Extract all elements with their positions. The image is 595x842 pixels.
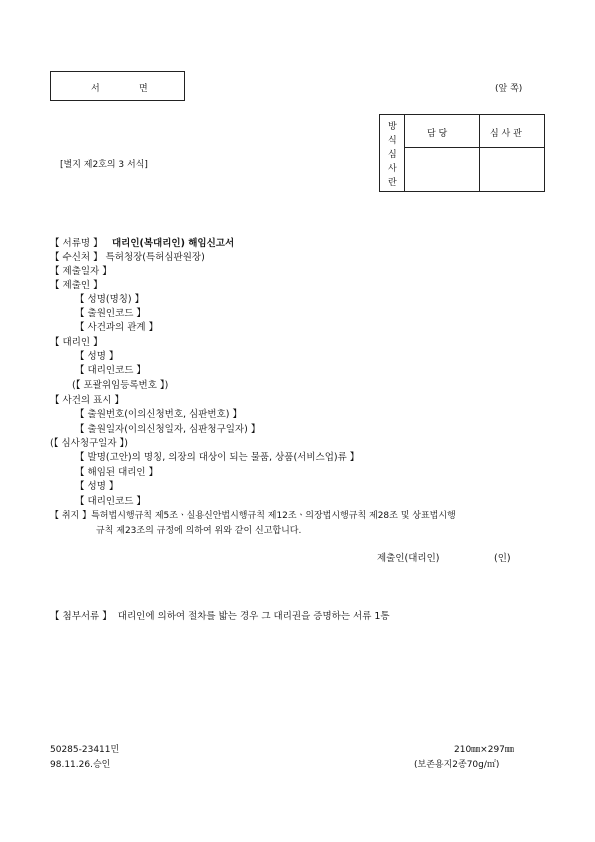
case-appdate-line: 【 출원일자(이의신청일자, 심판청구일자) 】 xyxy=(75,424,261,435)
submit-date-line: 【 제출일자 】 xyxy=(50,266,112,277)
invention-name-line: 【 발명(고안)의 명칭, 의장의 대상이 되는 물품, 상품(서비스업)류 】 xyxy=(75,452,360,463)
seal-mark: (인) xyxy=(494,553,511,564)
footer-approval-date: 98.11.26.승인 xyxy=(50,760,111,770)
agent-line: 【 대리인 】 xyxy=(50,337,103,348)
doc-name-label: 【 서류명 】 xyxy=(50,238,103,249)
doc-name-value: 대리인(복대리인) 해임신고서 xyxy=(112,238,235,249)
exam-date-line: (【 심사청구일자 】) xyxy=(50,438,129,449)
form-title-box xyxy=(50,71,185,101)
dismissed-name-line: 【 성명 】 xyxy=(75,481,119,492)
signer-label: 제출인(대리인) xyxy=(377,553,440,564)
submitter-line: 【 제출인 】 xyxy=(50,280,103,291)
approval-col-manager: 담 당 xyxy=(427,129,448,139)
agent-name-line: 【 성명 】 xyxy=(75,351,119,362)
submitter-name-line: 【 성명(명칭) 】 xyxy=(75,294,145,305)
approval-col-examiner: 심 사 관 xyxy=(490,129,522,139)
case-appno-line: 【 출원번호(이의신청번호, 심판번호) 】 xyxy=(75,409,242,420)
approval-vertical-label: 방 식 심 사 란 xyxy=(388,122,397,188)
footer-paper-size: 210㎜×297㎜ xyxy=(454,745,514,755)
purpose-line-1: 【 취지 】특허법시행규칙 제5조ㆍ실용신안법시행규칙 제12조ㆍ의장법시행규칙 제28조 및 상표법시행 xyxy=(50,511,456,521)
footer-paper-type: (보존용지2종70g/㎡) xyxy=(414,760,500,770)
dismissed-agent-line: 【 해임된 대리인 】 xyxy=(75,467,159,478)
footer-form-code: 50285-23411민 xyxy=(50,745,120,755)
recipient-line: 【 수신처 】 특허청장(특허심판원장) xyxy=(50,252,205,263)
attachment-line: 【 첨부서류 】 대리인에 의하여 절차를 밟는 경우 그 대리권을 증명하는 서류 1통 xyxy=(50,611,390,622)
agent-reg-line: (【 포괄위임등록번호 】) xyxy=(72,380,169,391)
form-title-right: 면 xyxy=(139,84,148,94)
agent-code-line: 【 대리인코드 】 xyxy=(75,365,146,376)
purpose-line-2: 규칙 제23조의 규정에 의하여 위와 같이 신고합니다. xyxy=(96,526,302,536)
case-line: 【 사건의 표시 】 xyxy=(50,395,124,406)
submitter-code-line: 【 출원인코드 】 xyxy=(75,308,146,319)
form-reference: [별지 제2호의 3 서식] xyxy=(60,160,148,170)
submitter-relation-line: 【 사건과의 관계 】 xyxy=(75,322,159,333)
dismissed-code-line: 【 대리인코드 】 xyxy=(75,496,146,507)
page-side-label: (앞 쪽) xyxy=(495,84,523,94)
approval-table xyxy=(379,114,545,192)
form-title-left: 서 xyxy=(91,84,100,94)
